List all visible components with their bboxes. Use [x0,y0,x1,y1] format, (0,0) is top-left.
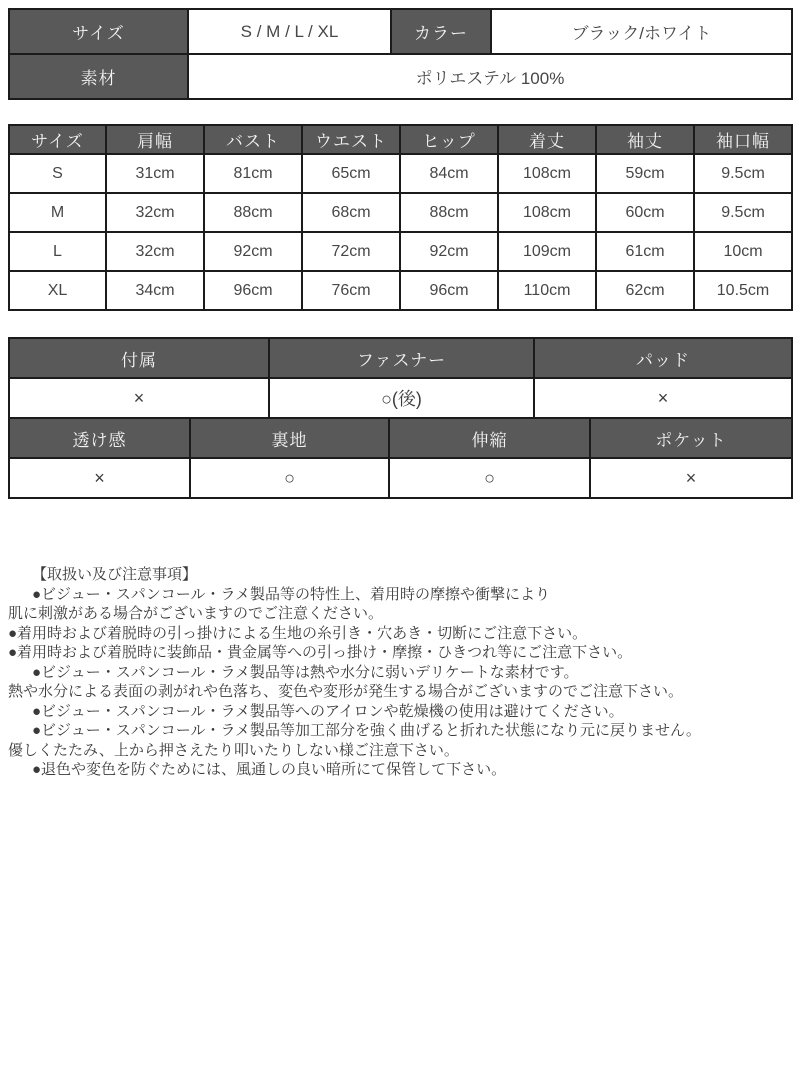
column-header: 付属 [9,338,269,378]
feature-header-row [9,338,792,378]
measure-cell: 10.5cm [694,271,792,310]
column-header: ファスナー [269,338,534,378]
feature-table-top [8,337,793,419]
table-row [9,193,792,232]
measure-cell: 110cm [498,271,596,310]
product-info-table [8,8,793,100]
size-chart-header-row [9,125,792,154]
column-header: 透け感 [9,418,190,458]
care-note-line: 優しくたたみ、上から押さえたり叩いたりしない様ご注意下さい。 [8,741,459,759]
care-note-line: ●着用時および着脱時に装飾品・貴金属等への引っ掛け・摩擦・ひきつれ等にご注意下さい。 [8,644,633,661]
care-note-line: 熱や水分による表面の剥がれや色落ち、変色や変形が発生する場合がございますのでご注意下さい。 [8,683,684,700]
feature-header-row [9,418,792,458]
measure-cell: 76cm [302,271,400,310]
column-header: 袖丈 [596,125,694,154]
care-note-line: ●ビジュー・スパンコール・ラメ製品等は熱や水分に弱いデリケートな素材です。 [32,663,579,681]
size-chart-table [8,124,793,311]
measure-cell: 10cm [694,232,792,271]
measure-cell: 65cm [302,154,400,193]
table-row [9,154,792,193]
table-row [9,54,792,99]
measure-cell: 59cm [596,154,694,193]
measure-cell: 9.5cm [694,193,792,232]
care-note-line: ●退色や変色を防ぐためには、風通しの良い暗所にて保管して下さい。 [32,761,507,778]
column-header: 袖口幅 [694,125,792,154]
measure-cell: 108cm [498,154,596,193]
column-header: 裏地 [190,418,389,458]
measure-cell: 92cm [204,232,302,271]
measure-cell: 61cm [596,232,694,271]
measure-cell: 109cm [498,232,596,271]
care-note-line: ●ビジュー・スパンコール・ラメ製品等の特性上、着用時の摩擦や衝撃により [32,585,551,603]
feature-value-cell: × [9,378,269,418]
feature-value-cell: ○(後) [269,378,534,418]
measure-cell: 96cm [400,271,498,310]
size-cell: M [9,193,106,232]
measure-cell: 81cm [204,154,302,193]
measure-cell: 9.5cm [694,154,792,193]
measure-cell: 68cm [302,193,400,232]
color-label-cell: カラー [391,9,491,54]
measure-cell: 88cm [400,193,498,232]
care-note-line: ●ビジュー・スパンコール・ラメ製品等へのアイロンや乾燥機の使用は避けてください。 [32,702,624,720]
feature-value-row [9,378,792,418]
table-row [9,271,792,310]
care-note-line: 肌に刺激がある場合がございますのでご注意ください。 [8,605,384,622]
measure-cell: 32cm [106,232,204,271]
feature-value-cell: × [9,458,190,498]
measure-cell: 34cm [106,271,204,310]
column-header: バスト [204,125,302,154]
feature-value-row [9,458,792,498]
measure-cell: 92cm [400,232,498,271]
measure-cell: 31cm [106,154,204,193]
material-value-cell: ポリエステル 100% [188,54,792,99]
size-cell: S [9,154,106,193]
measure-cell: 60cm [596,193,694,232]
measure-cell: 108cm [498,193,596,232]
table-row [9,232,792,271]
size-cell: L [9,232,106,271]
measure-cell: 84cm [400,154,498,193]
column-header: ポケット [590,418,792,458]
care-notes [8,565,793,780]
column-header: パッド [534,338,792,378]
measure-cell: 32cm [106,193,204,232]
feature-table-bottom [8,417,793,499]
feature-value-cell: × [590,458,792,498]
care-note-line: ●着用時および着脱時の引っ掛けによる生地の糸引き・穴あき・切断にご注意下さい。 [8,624,588,642]
feature-value-cell: × [534,378,792,418]
measure-cell: 62cm [596,271,694,310]
size-label-cell: サイズ [9,9,188,54]
size-cell: XL [9,271,106,310]
color-value-cell: ブラック/ホワイト [491,9,792,54]
column-header: ヒップ [400,125,498,154]
column-header: 伸縮 [389,418,590,458]
column-header: サイズ [9,125,106,154]
care-notes-title: 【取扱い及び注意事項】 [32,566,198,583]
size-value-cell: S / M / L / XL [188,9,391,54]
column-header: ウエスト [302,125,400,154]
table-row [9,9,792,54]
feature-value-cell: ○ [389,458,590,498]
measure-cell: 96cm [204,271,302,310]
feature-value-cell: ○ [190,458,389,498]
measure-cell: 72cm [302,232,400,271]
column-header: 着丈 [498,125,596,154]
material-label-cell: 素材 [9,54,188,99]
care-note-line: ●ビジュー・スパンコール・ラメ製品等加工部分を強く曲げると折れた状態になり元に戻りません。 [32,722,701,739]
column-header: 肩幅 [106,125,204,154]
measure-cell: 88cm [204,193,302,232]
